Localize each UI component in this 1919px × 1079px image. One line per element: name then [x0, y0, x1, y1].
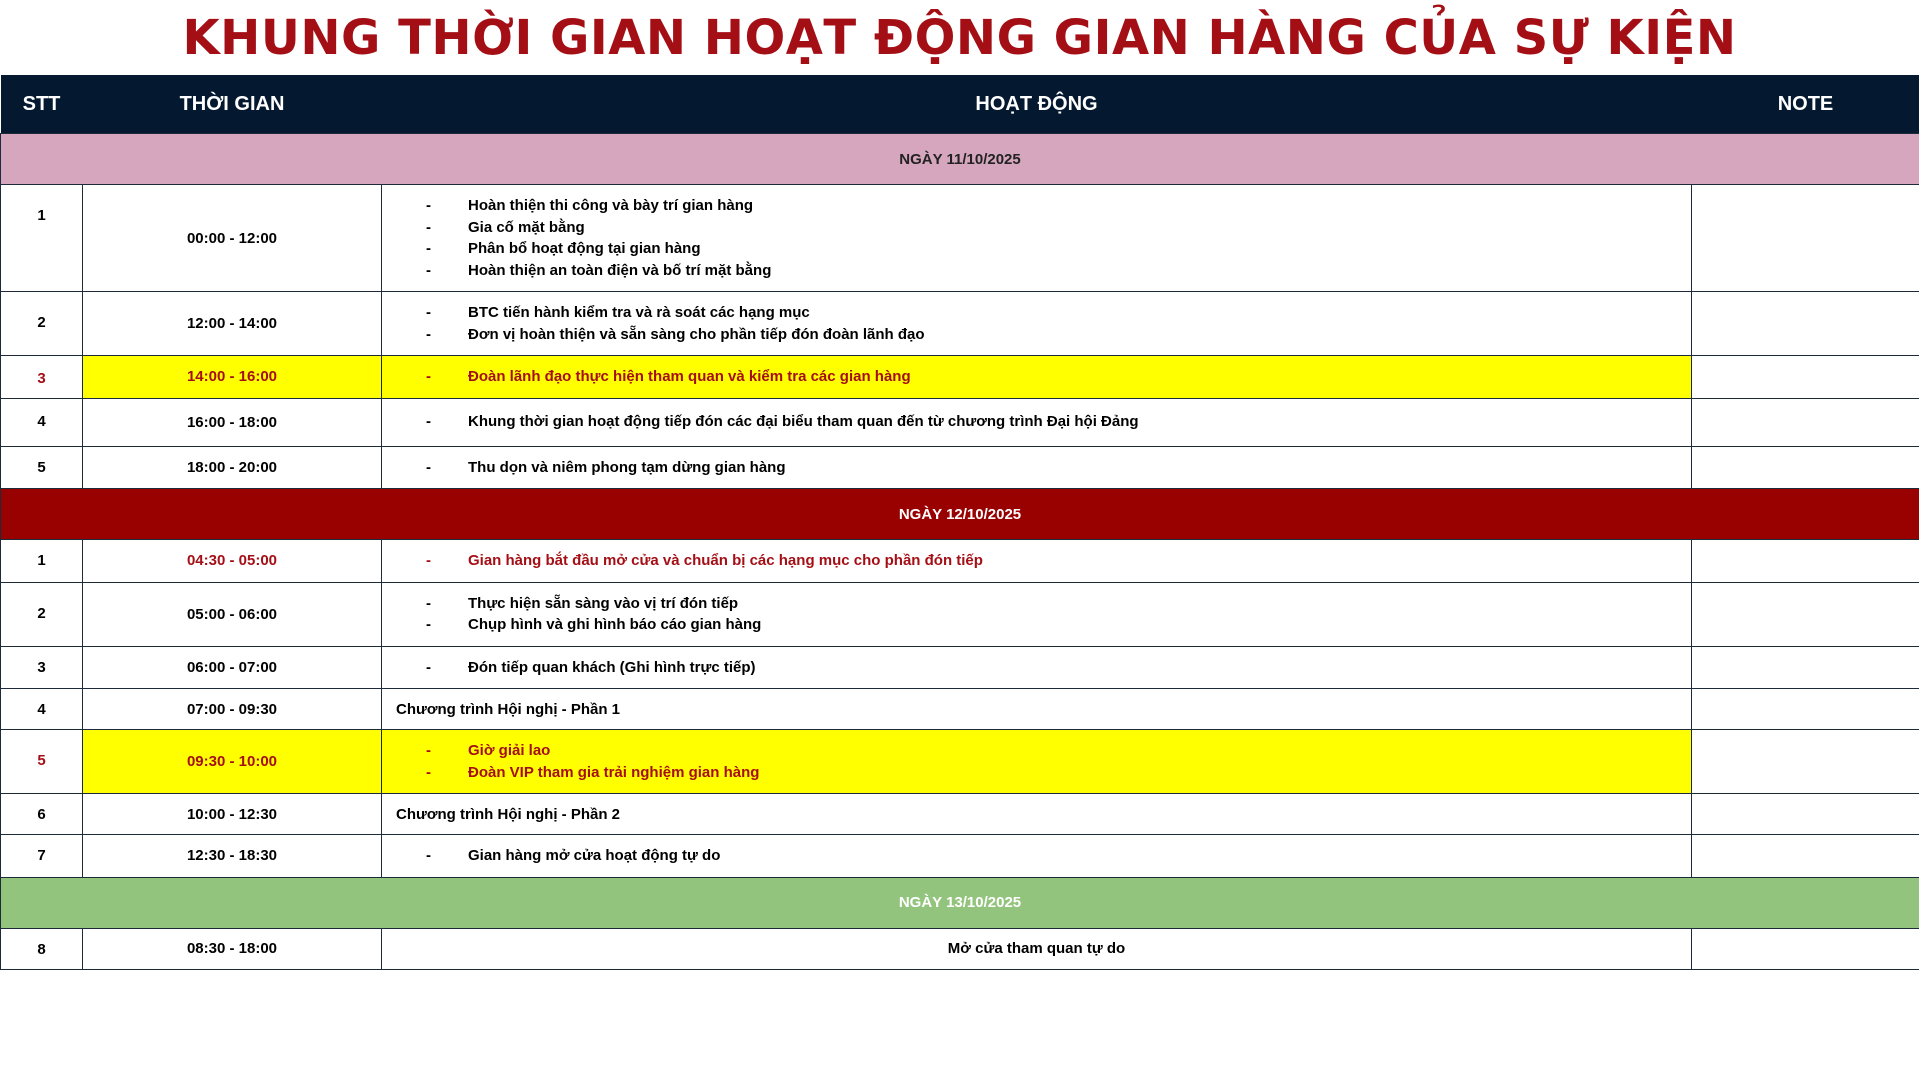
activity-item: - Thực hiện sẵn sàng vào vị trí đón tiếp [426, 594, 739, 612]
row-stt: 2 [1, 582, 83, 646]
table-header-row [1, 75, 1919, 134]
table-row [1, 185, 1919, 292]
row-activity [382, 292, 1692, 356]
activity-item: - Đoàn VIP tham gia trải nghiệm gian hàng [426, 763, 760, 781]
activity-item: - Gia cố mặt bằng [426, 218, 585, 236]
row-stt: 5 [1, 730, 83, 794]
row-time: 04:30 - 05:00 [83, 540, 382, 583]
activity-item: - Khung thời gian hoạt động tiếp đón các đại biểu tham quan đến từ chương trình Đại hội Đảng [426, 413, 1139, 431]
row-activity: Chương trình Hội nghị - Phần 2 [382, 794, 1692, 835]
row-time: 08:30 - 18:00 [83, 928, 382, 969]
row-activity: Mở cửa tham quan tự do [382, 928, 1692, 969]
activity-item: - Gian hàng mở cửa hoạt động tự do [426, 847, 721, 864]
row-time: 10:00 - 12:30 [83, 794, 382, 835]
row-stt: 4 [1, 689, 83, 730]
row-note [1692, 446, 1919, 489]
row-stt: 5 [1, 446, 83, 489]
header-activity: HOẠT ĐỘNG [382, 75, 1692, 134]
activity-item: - BTC tiến hành kiểm tra và rà soát các hạng mục [426, 304, 810, 321]
day-label: NGÀY 11/10/2025 [1, 134, 1919, 185]
row-note [1692, 582, 1919, 646]
table-row [1, 398, 1919, 446]
schedule-table [0, 75, 1919, 970]
row-activity [382, 540, 1692, 583]
day-row-3 [1, 877, 1919, 928]
row-activity [382, 446, 1692, 489]
row-note [1692, 540, 1919, 583]
day-label: NGÀY 13/10/2025 [1, 877, 1919, 928]
row-activity [382, 582, 1692, 646]
row-activity [382, 835, 1692, 878]
table-row [1, 540, 1919, 583]
header-time: THỜI GIAN [83, 75, 382, 134]
table-row [1, 835, 1919, 878]
row-stt: 6 [1, 794, 83, 835]
row-stt: 4 [1, 398, 83, 446]
row-time: 14:00 - 16:00 [83, 356, 382, 399]
row-activity: Chương trình Hội nghị - Phần 1 [382, 689, 1692, 730]
table-row-highlighted [1, 730, 1919, 794]
row-time: 12:00 - 14:00 [83, 292, 382, 356]
activity-item: - Chụp hình và ghi hình báo cáo gian hàng [426, 616, 762, 633]
row-activity [382, 185, 1692, 292]
row-stt: 1 [1, 540, 83, 583]
row-note [1692, 835, 1919, 878]
activity-item: - Đón tiếp quan khách (Ghi hình trực tiếp) [426, 658, 756, 676]
day-label: NGÀY 12/10/2025 [1, 489, 1919, 540]
row-stt: 2 [1, 292, 83, 356]
row-stt: 1 [1, 185, 83, 292]
row-activity [382, 646, 1692, 689]
row-note [1692, 292, 1919, 356]
table-row [1, 292, 1919, 356]
activity-item: - Đoàn lãnh đạo thực hiện tham quan và kiểm tra các gian hàng [426, 368, 911, 385]
row-time: 05:00 - 06:00 [83, 582, 382, 646]
table-row [1, 689, 1919, 730]
row-note [1692, 928, 1919, 969]
row-note [1692, 646, 1919, 689]
table-row [1, 928, 1919, 969]
table-row [1, 794, 1919, 835]
table-row [1, 646, 1919, 689]
row-time: 18:00 - 20:00 [83, 446, 382, 489]
activity-item: - Hoàn thiện an toàn điện và bố trí mặt bằng [426, 261, 772, 279]
row-stt: 7 [1, 835, 83, 878]
day-row-2 [1, 489, 1919, 540]
row-time: 09:30 - 10:00 [83, 730, 382, 794]
activity-item: - Thu dọn và niêm phong tạm dừng gian hàng [426, 458, 786, 476]
row-note [1692, 794, 1919, 835]
activity-item: - Đơn vị hoàn thiện và sẵn sàng cho phần tiếp đón đoàn lãnh đạo [426, 325, 925, 343]
row-note [1692, 356, 1919, 399]
row-activity [382, 730, 1692, 794]
table-row [1, 446, 1919, 489]
header-stt: STT [1, 75, 83, 134]
activity-item: - Hoàn thiện thi công và bày trí gian hàng [426, 197, 754, 214]
day-row-1 [1, 134, 1919, 185]
row-activity [382, 398, 1692, 446]
row-note [1692, 689, 1919, 730]
row-activity [382, 356, 1692, 399]
table-row [1, 582, 1919, 646]
row-stt: 3 [1, 646, 83, 689]
row-time: 07:00 - 09:30 [83, 689, 382, 730]
row-note [1692, 730, 1919, 794]
row-time: 00:00 - 12:00 [83, 185, 382, 292]
row-time: 12:30 - 18:30 [83, 835, 382, 878]
header-note: NOTE [1692, 75, 1919, 134]
row-time: 06:00 - 07:00 [83, 646, 382, 689]
row-note [1692, 185, 1919, 292]
page-title: KHUNG THỜI GIAN HOẠT ĐỘNG GIAN HÀNG CỦA SỰ KIỆN [182, 9, 1737, 66]
activity-item: - Gian hàng bắt đầu mở cửa và chuẩn bị các hạng mục cho phần đón tiếp [426, 552, 983, 569]
row-note [1692, 398, 1919, 446]
table-row-highlighted [1, 356, 1919, 399]
row-time: 16:00 - 18:00 [83, 398, 382, 446]
activity-item: - Phân bổ hoạt động tại gian hàng [426, 240, 701, 257]
activity-item: - Giờ giải lao [426, 742, 551, 759]
row-stt: 8 [1, 928, 83, 969]
row-stt: 3 [1, 356, 83, 399]
